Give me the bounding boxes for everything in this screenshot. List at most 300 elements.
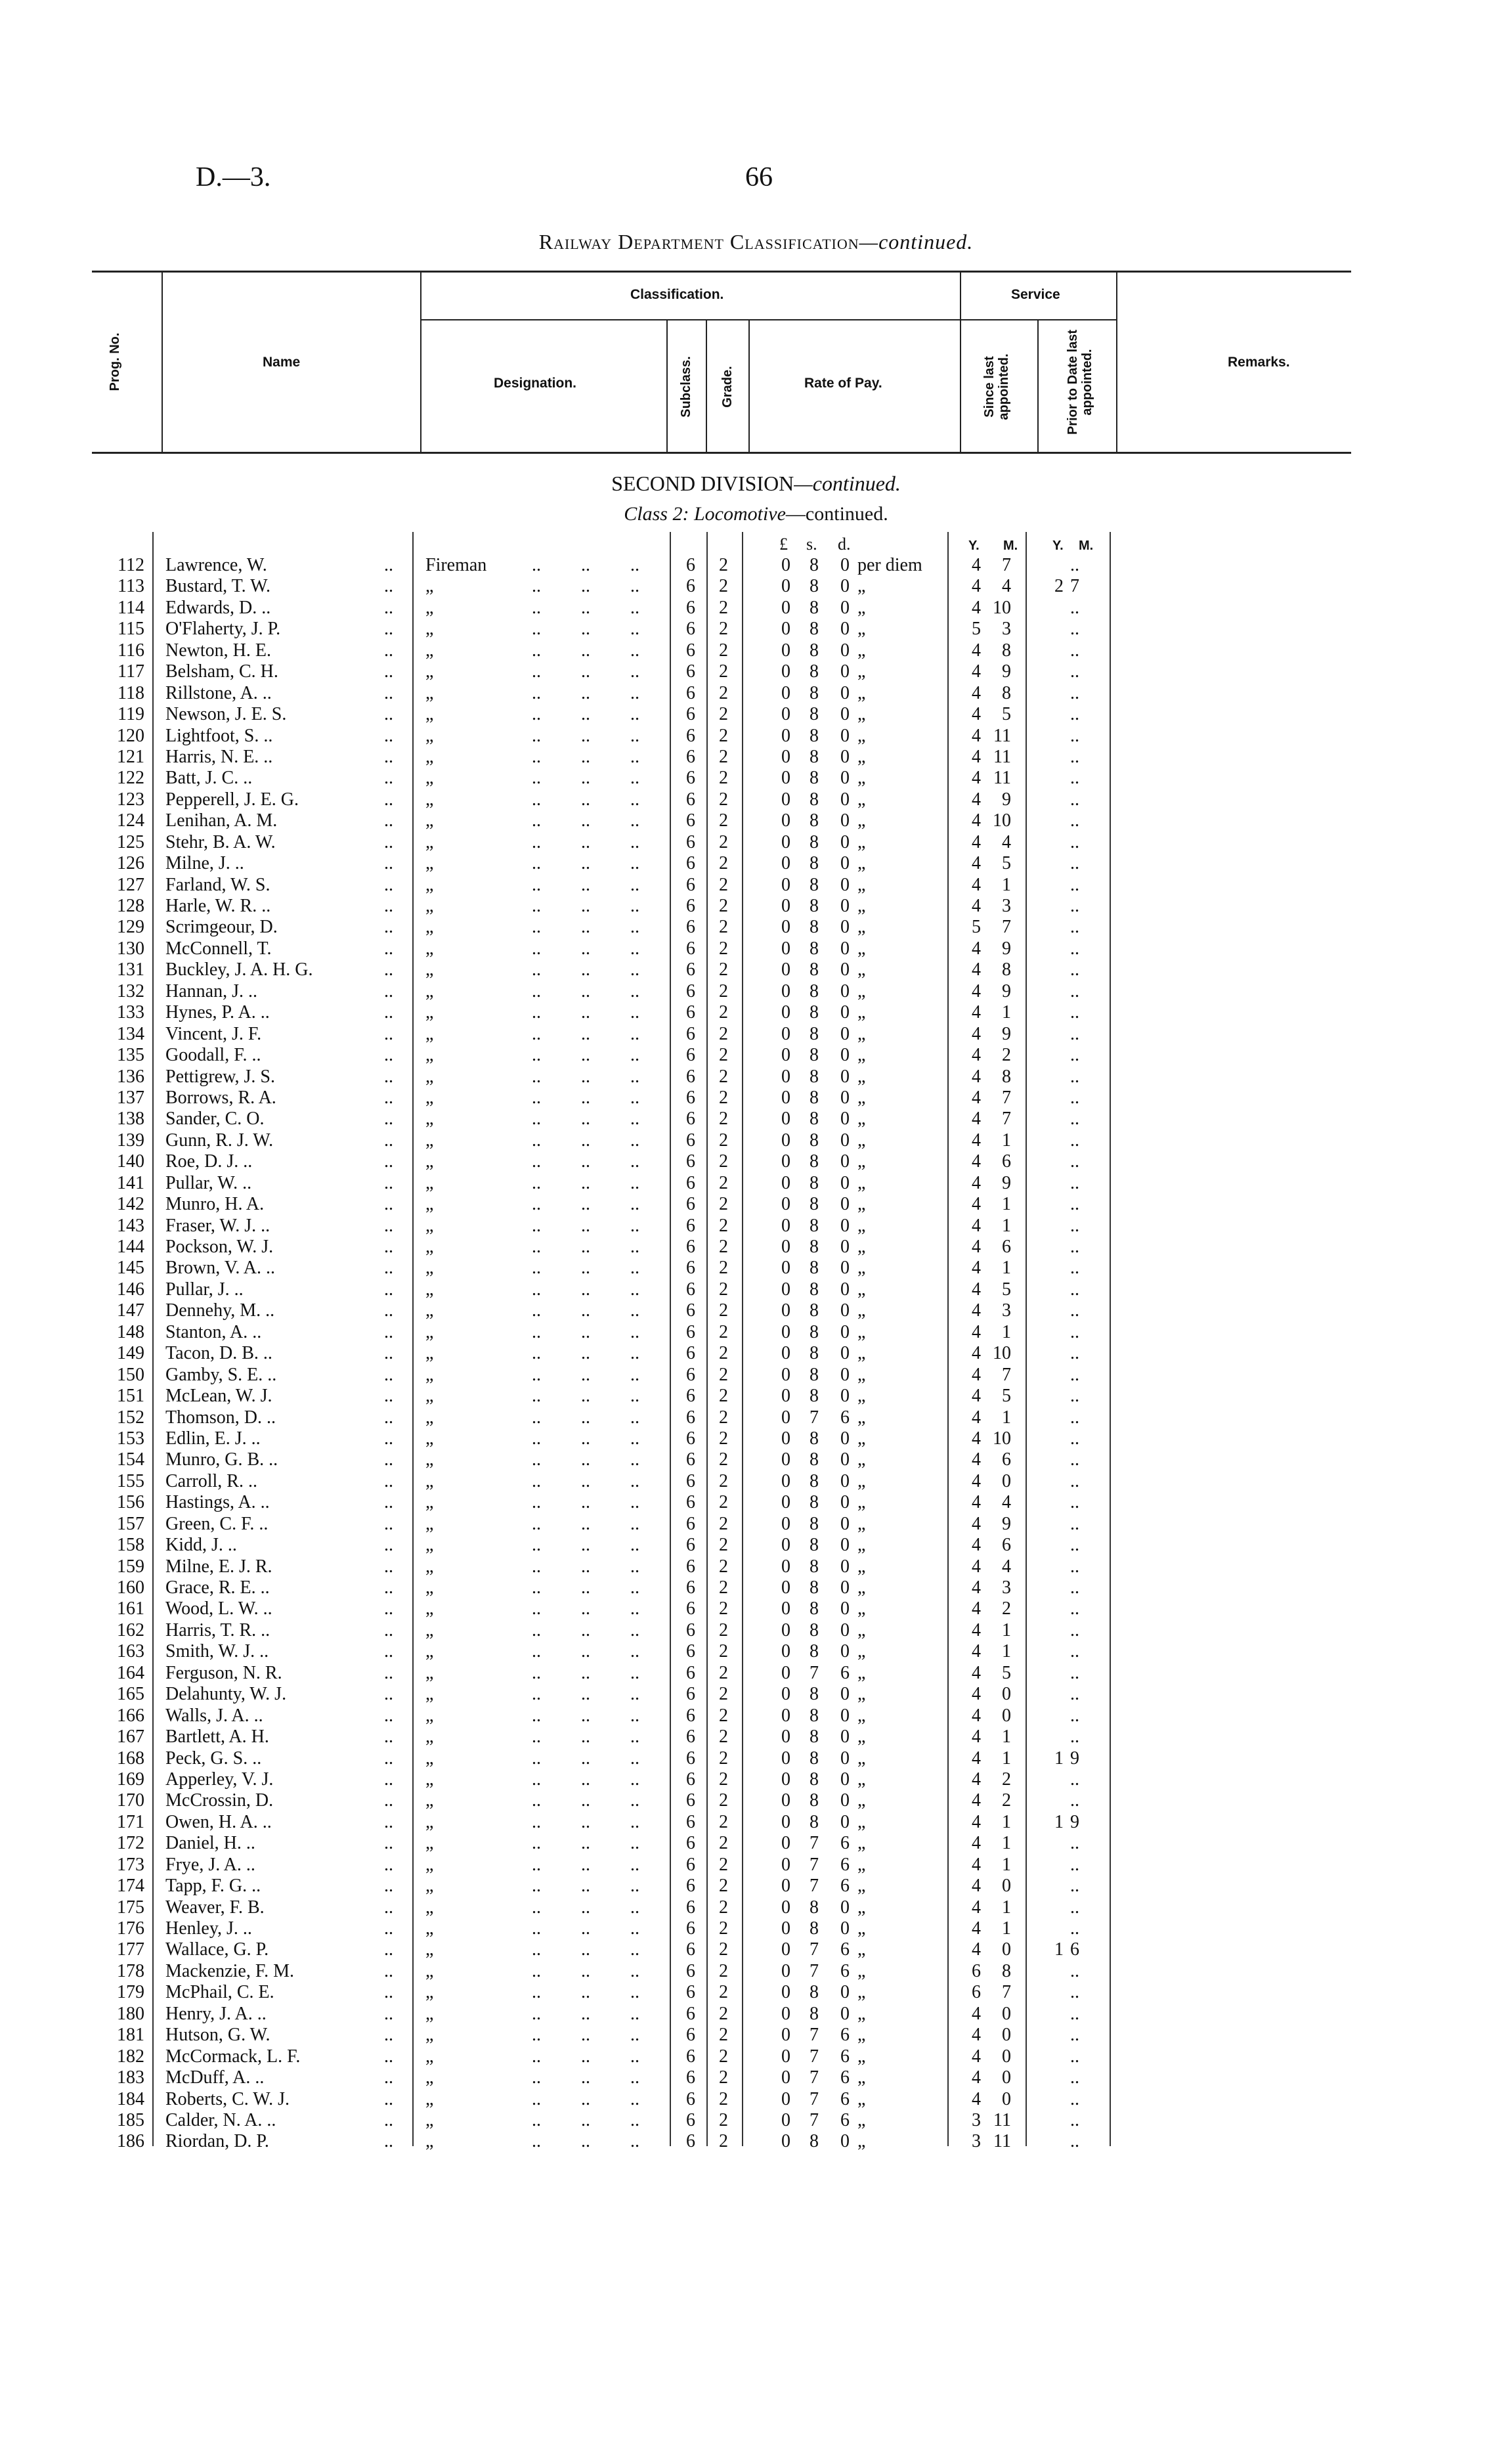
- leader-dots: ..: [384, 1215, 393, 1236]
- pay-pence: 0: [840, 1194, 850, 1215]
- table-row: [0, 1514, 1512, 1535]
- subclass: 6: [686, 1577, 695, 1598]
- employee-name: O'Flaherty, J. P.: [165, 619, 281, 640]
- leader-dots: ..: [630, 1769, 639, 1790]
- pay-period: „: [857, 1684, 866, 1705]
- leader-dots: ..: [630, 1300, 639, 1321]
- subclass: 6: [686, 2088, 695, 2109]
- designation: „: [425, 1662, 434, 1683]
- subclass: 6: [686, 1897, 695, 1918]
- designation: „: [425, 1854, 434, 1875]
- leader-dots: ..: [532, 725, 541, 746]
- pay-pence: 0: [840, 1598, 850, 1619]
- prog-number: 112: [118, 555, 144, 575]
- employee-name: Wallace, G. P.: [165, 1939, 269, 1960]
- pay-pence: 0: [840, 597, 850, 618]
- prior-months: ..: [1070, 853, 1079, 874]
- employee-name: Hynes, P. A. ..: [165, 1002, 270, 1023]
- since-months: 1: [1002, 1258, 1011, 1279]
- leader-dots: ..: [532, 1960, 541, 1981]
- leader-dots: ..: [384, 789, 393, 810]
- subclass: 6: [686, 1215, 695, 1236]
- pay-pence: 0: [840, 1258, 850, 1279]
- employee-name: McConnell, T.: [165, 938, 272, 959]
- pay-shillings: 8: [810, 1002, 819, 1023]
- leader-dots: ..: [630, 1087, 639, 1108]
- pay-pounds: 0: [781, 1343, 790, 1364]
- pay-period: „: [857, 725, 866, 746]
- pay-pounds: 0: [781, 853, 790, 874]
- leader-dots: ..: [384, 1386, 393, 1407]
- leader-dots: ..: [532, 1939, 541, 1960]
- employee-name: Belsham, C. H.: [165, 661, 278, 682]
- since-months: 0: [1002, 2088, 1011, 2109]
- leader-dots: ..: [384, 1684, 393, 1705]
- employee-name: Stehr, B. A. W.: [165, 831, 276, 852]
- since-months: 6: [1002, 1151, 1011, 1172]
- pay-pounds: 0: [781, 1641, 790, 1662]
- leader-dots: ..: [581, 853, 590, 874]
- table-row: [0, 1620, 1512, 1641]
- pay-shillings: 7: [810, 1876, 819, 1897]
- leader-dots: ..: [581, 896, 590, 916]
- since-months: 7: [1002, 1087, 1011, 1108]
- since-years: 4: [972, 746, 981, 767]
- prog-number: 177: [117, 1939, 144, 1960]
- prior-years: 2: [1054, 576, 1064, 597]
- pay-shillings: 8: [810, 1748, 819, 1769]
- leader-dots: ..: [630, 1470, 639, 1491]
- since-years: 4: [972, 980, 981, 1001]
- designation: „: [425, 1535, 434, 1556]
- leader-dots: ..: [581, 1470, 590, 1491]
- designation: „: [425, 1960, 434, 1981]
- pay-pounds: 0: [781, 725, 790, 746]
- leader-dots: ..: [532, 2109, 541, 2130]
- designation: „: [425, 1982, 434, 2003]
- leader-dots: ..: [384, 1833, 393, 1854]
- since-months: 2: [1002, 1790, 1011, 1811]
- grade: 2: [719, 1939, 728, 1960]
- prior-months: ..: [1070, 874, 1079, 895]
- leader-dots: ..: [384, 2003, 393, 2024]
- pay-period: „: [857, 1960, 866, 1981]
- prior-months: ..: [1070, 1918, 1079, 1939]
- prior-months: ..: [1070, 1428, 1079, 1449]
- pay-pounds: 0: [781, 682, 790, 703]
- pay-pounds: 0: [781, 831, 790, 852]
- grade: 2: [719, 1705, 728, 1726]
- grade: 2: [719, 1769, 728, 1790]
- prog-number: 167: [117, 1727, 144, 1748]
- table-row: [0, 2067, 1512, 2088]
- leader-dots: ..: [630, 1833, 639, 1854]
- table-row: [0, 896, 1512, 917]
- leader-dots: ..: [581, 1428, 590, 1449]
- pay-pounds: 0: [781, 1492, 790, 1513]
- employee-name: Pullar, W. ..: [165, 1172, 252, 1193]
- leader-dots: ..: [532, 959, 541, 980]
- pay-pounds: 0: [781, 1939, 790, 1960]
- header-divider-1: [162, 271, 163, 453]
- leader-dots: ..: [581, 2088, 590, 2109]
- leader-dots: ..: [581, 1087, 590, 1108]
- pay-pounds: 0: [781, 1833, 790, 1854]
- pay-pounds: 0: [781, 2025, 790, 2046]
- prog-number: 169: [117, 1769, 144, 1790]
- header-divider-7: [748, 320, 750, 453]
- designation: „: [425, 1470, 434, 1491]
- table-row: [0, 1855, 1512, 1876]
- pay-period: „: [857, 1662, 866, 1683]
- grade: 2: [719, 1386, 728, 1407]
- table-row: [0, 1194, 1512, 1215]
- since-years: 4: [972, 1151, 981, 1172]
- since-months: 11: [993, 2109, 1011, 2130]
- designation: „: [425, 704, 434, 725]
- header-divider-8: [1037, 320, 1039, 453]
- since-months: 5: [1002, 1279, 1011, 1300]
- leader-dots: ..: [581, 746, 590, 767]
- prior-months: ..: [1070, 1960, 1079, 1981]
- leader-dots: ..: [532, 1982, 541, 2003]
- prior-months: ..: [1070, 831, 1079, 852]
- leader-dots: ..: [630, 1002, 639, 1023]
- pay-pence: 6: [840, 2109, 850, 2130]
- leader-dots: ..: [384, 1066, 393, 1087]
- prior-months: ..: [1070, 1684, 1079, 1705]
- pay-pounds: 0: [781, 1172, 790, 1193]
- designation: „: [425, 1130, 434, 1151]
- since-years: 4: [972, 1662, 981, 1683]
- employee-name: McLean, W. J.: [165, 1386, 272, 1407]
- pay-period: „: [857, 1513, 866, 1534]
- leader-dots: ..: [384, 1662, 393, 1683]
- pay-pounds: 0: [781, 661, 790, 682]
- since-months: 10: [993, 1428, 1011, 1449]
- leader-dots: ..: [630, 1727, 639, 1748]
- employee-name: Lightfoot, S. ..: [165, 725, 273, 746]
- pay-period: „: [857, 2046, 866, 2067]
- pay-pence: 0: [840, 1343, 850, 1364]
- shilling-unit: s.: [806, 535, 817, 554]
- leader-dots: ..: [581, 1556, 590, 1577]
- since-years: 4: [972, 1279, 981, 1300]
- leader-dots: ..: [532, 746, 541, 767]
- table-row: [0, 1173, 1512, 1194]
- pay-period: „: [857, 959, 866, 980]
- pay-pence: 0: [840, 1790, 850, 1811]
- leader-dots: ..: [581, 1876, 590, 1897]
- leader-dots: ..: [630, 831, 639, 852]
- pay-pence: 0: [840, 746, 850, 767]
- pay-period: „: [857, 768, 866, 789]
- subclass: 6: [686, 1727, 695, 1748]
- leader-dots: ..: [532, 2131, 541, 2152]
- grade: 2: [719, 1002, 728, 1023]
- table-row: [0, 1365, 1512, 1386]
- leader-dots: ..: [581, 1982, 590, 2003]
- since-months: 3: [1002, 896, 1011, 916]
- employee-name: Henry, J. A. ..: [165, 2003, 267, 2024]
- since-months: 0: [1002, 2003, 1011, 2024]
- employee-name: Hutson, G. W.: [165, 2025, 270, 2046]
- leader-dots: ..: [581, 2025, 590, 2046]
- pay-period: „: [857, 1598, 866, 1619]
- leader-dots: ..: [630, 2046, 639, 2067]
- pay-period: „: [857, 1066, 866, 1087]
- leader-dots: ..: [384, 1982, 393, 2003]
- prior-months: ..: [1070, 1492, 1079, 1513]
- pay-pence: 0: [840, 1513, 850, 1534]
- prior-months: ..: [1070, 661, 1079, 682]
- pay-pounds: 0: [781, 1748, 790, 1769]
- leader-dots: ..: [532, 1109, 541, 1130]
- pay-pounds: 0: [781, 2046, 790, 2067]
- pay-pounds: 0: [781, 1279, 790, 1300]
- since-years: 4: [972, 1066, 981, 1087]
- grade: 2: [719, 1513, 728, 1534]
- leader-dots: ..: [384, 1194, 393, 1215]
- pay-shillings: 8: [810, 1619, 819, 1640]
- grade: 2: [719, 1748, 728, 1769]
- leader-dots: ..: [630, 1109, 639, 1130]
- leader-dots: ..: [581, 980, 590, 1001]
- leader-dots: ..: [581, 1939, 590, 1960]
- table-row: [0, 1258, 1512, 1279]
- prog-number: 150: [117, 1364, 144, 1385]
- leader-dots: ..: [581, 810, 590, 831]
- subclass: 6: [686, 917, 695, 938]
- pay-pence: 0: [840, 980, 850, 1001]
- leader-dots: ..: [532, 576, 541, 597]
- since-years: 4: [972, 1428, 981, 1449]
- since-months: 1: [1002, 1619, 1011, 1640]
- prog-number: 140: [117, 1151, 144, 1172]
- pay-pence: 6: [840, 1833, 850, 1854]
- leader-dots: ..: [384, 1513, 393, 1534]
- designation: „: [425, 1598, 434, 1619]
- leader-dots: ..: [581, 661, 590, 682]
- table-row: [0, 981, 1512, 1002]
- grade: 2: [719, 1598, 728, 1619]
- leader-dots: ..: [384, 746, 393, 767]
- pay-period: „: [857, 1045, 866, 1066]
- table-row: [0, 1961, 1512, 1982]
- leader-dots: ..: [581, 1577, 590, 1598]
- pay-shillings: 8: [810, 619, 819, 640]
- leader-dots: ..: [630, 896, 639, 916]
- pay-period: „: [857, 1172, 866, 1193]
- grade: 2: [719, 1151, 728, 1172]
- designation: „: [425, 1428, 434, 1449]
- employee-name: Lenihan, A. M.: [165, 810, 278, 831]
- grade: 2: [719, 1279, 728, 1300]
- leader-dots: ..: [532, 1321, 541, 1342]
- table-row: [0, 640, 1512, 661]
- since-months: 4: [1002, 576, 1011, 597]
- table-row: [0, 1088, 1512, 1109]
- leader-dots: ..: [630, 746, 639, 767]
- prog-number: 163: [117, 1641, 144, 1662]
- leader-dots: ..: [384, 1449, 393, 1470]
- prog-number: 142: [117, 1194, 144, 1215]
- employee-name: Milne, J. ..: [165, 853, 244, 874]
- pay-period: „: [857, 1194, 866, 1215]
- prog-number: 147: [117, 1300, 144, 1321]
- leader-dots: ..: [630, 1321, 639, 1342]
- subclass: 6: [686, 1087, 695, 1108]
- leader-dots: ..: [630, 640, 639, 661]
- pay-period: „: [857, 576, 866, 597]
- pay-pence: 0: [840, 1705, 850, 1726]
- prog-number: 183: [117, 2067, 144, 2088]
- grade: 2: [719, 959, 728, 980]
- prog-number: 119: [118, 704, 144, 725]
- leader-dots: ..: [581, 2067, 590, 2088]
- leader-dots: ..: [532, 1619, 541, 1640]
- employee-name: Borrows, R. A.: [165, 1087, 276, 1108]
- pay-period: „: [857, 874, 866, 895]
- prior-months: ..: [1070, 938, 1079, 959]
- since-years: 4: [972, 1811, 981, 1832]
- prior-months: 9: [1070, 1748, 1079, 1769]
- leader-dots: ..: [532, 1535, 541, 1556]
- pay-pounds: 0: [781, 2067, 790, 2088]
- header-divider-6: [706, 320, 707, 453]
- leader-dots: ..: [630, 555, 639, 575]
- pay-pence: 6: [840, 2025, 850, 2046]
- grade: 2: [719, 1790, 728, 1811]
- leader-dots: ..: [532, 768, 541, 789]
- grade: 2: [719, 980, 728, 1001]
- leader-dots: ..: [581, 1790, 590, 1811]
- employee-name: Daniel, H. ..: [165, 1833, 255, 1854]
- employee-name: Hastings, A. ..: [165, 1492, 270, 1513]
- grade: 2: [719, 1066, 728, 1087]
- prog-number: 122: [117, 768, 144, 789]
- prior-months: ..: [1070, 2025, 1079, 2046]
- employee-name: Goodall, F. ..: [165, 1045, 261, 1066]
- leader-dots: ..: [532, 1172, 541, 1193]
- prog-number: 182: [117, 2046, 144, 2067]
- employee-name: Munro, G. B. ..: [165, 1449, 278, 1470]
- table-row: [0, 1002, 1512, 1023]
- leader-dots: ..: [630, 2131, 639, 2152]
- since-years: 4: [972, 2046, 981, 2067]
- since-years: 4: [972, 1513, 981, 1534]
- designation: „: [425, 682, 434, 703]
- grade: 2: [719, 1470, 728, 1491]
- since-years: 4: [972, 1939, 981, 1960]
- leader-dots: ..: [532, 1002, 541, 1023]
- pay-pence: 0: [840, 1748, 850, 1769]
- designation: „: [425, 768, 434, 789]
- pay-shillings: 8: [810, 810, 819, 831]
- table-row: [0, 1386, 1512, 1407]
- leader-dots: ..: [532, 1876, 541, 1897]
- leader-dots: ..: [384, 1556, 393, 1577]
- pay-pence: 0: [840, 2131, 850, 2152]
- table-row: [0, 1130, 1512, 1151]
- grade: 2: [719, 1258, 728, 1279]
- prog-number: 173: [117, 1854, 144, 1875]
- pay-shillings: 8: [810, 1577, 819, 1598]
- designation: „: [425, 917, 434, 938]
- grade: 2: [719, 1535, 728, 1556]
- employee-name: Gamby, S. E. ..: [165, 1364, 277, 1385]
- leader-dots: ..: [630, 1619, 639, 1640]
- leader-dots: ..: [384, 959, 393, 980]
- prog-number: 175: [117, 1897, 144, 1918]
- leader-dots: ..: [532, 1769, 541, 1790]
- subclass: 6: [686, 1407, 695, 1428]
- since-months: 10: [993, 597, 1011, 618]
- pay-period: „: [857, 1279, 866, 1300]
- pay-shillings: 8: [810, 896, 819, 916]
- pay-period: „: [857, 1811, 866, 1832]
- leader-dots: ..: [630, 1918, 639, 1939]
- prior-months: ..: [1070, 1194, 1079, 1215]
- leader-dots: ..: [630, 2003, 639, 2024]
- leader-dots: ..: [384, 1641, 393, 1662]
- pay-period: „: [857, 2131, 866, 2152]
- since-years: 4: [972, 1833, 981, 1854]
- pay-shillings: 8: [810, 959, 819, 980]
- designation: „: [425, 1619, 434, 1640]
- table-row: [0, 1449, 1512, 1470]
- leader-dots: ..: [581, 725, 590, 746]
- pay-period: „: [857, 1918, 866, 1939]
- page-title-suffix: —continued.: [859, 230, 974, 253]
- grade: 2: [719, 2003, 728, 2024]
- since-months: 1: [1002, 874, 1011, 895]
- leader-dots: ..: [532, 1833, 541, 1854]
- table-row: [0, 768, 1512, 789]
- leader-dots: ..: [581, 1002, 590, 1023]
- leader-dots: ..: [384, 938, 393, 959]
- leader-dots: ..: [384, 2131, 393, 2152]
- subclass: 6: [686, 1939, 695, 1960]
- designation: „: [425, 1876, 434, 1897]
- leader-dots: ..: [532, 704, 541, 725]
- leader-dots: ..: [532, 1811, 541, 1832]
- designation: „: [425, 2025, 434, 2046]
- pay-pence: 0: [840, 1918, 850, 1939]
- grade: 2: [719, 1982, 728, 2003]
- pay-pence: 6: [840, 2067, 850, 2088]
- table-row: [0, 1556, 1512, 1577]
- pay-pence: 0: [840, 1364, 850, 1385]
- since-months: 2: [1002, 1769, 1011, 1790]
- employee-name: Tacon, D. B. ..: [165, 1343, 272, 1364]
- grade: 2: [719, 682, 728, 703]
- leader-dots: ..: [384, 2025, 393, 2046]
- pay-pounds: 0: [781, 1918, 790, 1939]
- leader-dots: ..: [384, 1876, 393, 1897]
- designation: „: [425, 2088, 434, 2109]
- subclass: 6: [686, 704, 695, 725]
- since-years: 4: [972, 1045, 981, 1066]
- prog-number: 143: [117, 1215, 144, 1236]
- designation: „: [425, 1556, 434, 1577]
- pay-shillings: 8: [810, 1513, 819, 1534]
- leader-dots: ..: [581, 1258, 590, 1279]
- leader-dots: ..: [384, 1897, 393, 1918]
- grade: 2: [719, 2131, 728, 2152]
- pay-pounds: 0: [781, 1194, 790, 1215]
- table-row: [0, 1322, 1512, 1343]
